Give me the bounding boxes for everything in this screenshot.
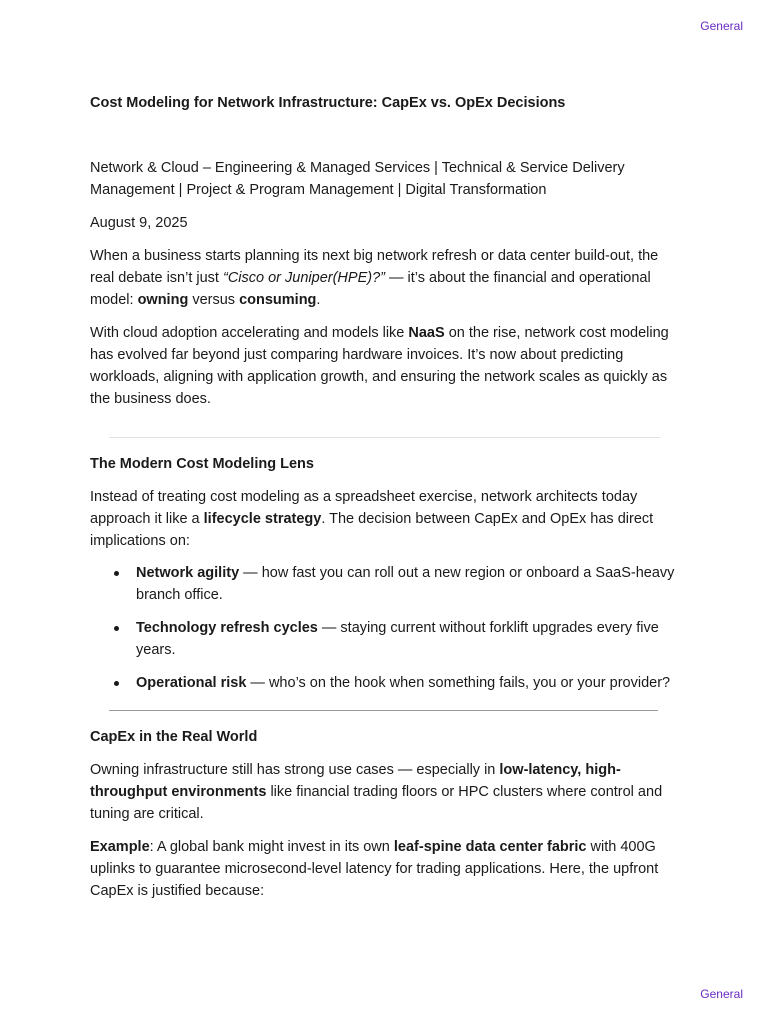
section2-paragraph-2: Example: A global bank might invest in its own leaf-spine data center fabric with 400G uplinks to guarantee microsecond-level latency for trading applications. Here, the upfront CapEx is justified because: <box>90 839 659 899</box>
list-item: Technology refresh cycles — staying current without forklift upgrades every five years. <box>136 617 680 661</box>
classification-label-top: General <box>700 19 743 33</box>
implications-list <box>90 562 680 694</box>
section-divider <box>109 437 660 438</box>
section-heading-modern-lens: The Modern Cost Modeling Lens <box>90 456 314 472</box>
section-heading-capex: CapEx in the Real World <box>90 729 258 745</box>
section2-paragraph-1: Owning infrastructure still has strong use cases — especially in low-latency, high-throughput environments like financial trading floors or HPC clusters where control and tuning are critical. <box>90 762 663 822</box>
article-title: Cost Modeling for Network Infrastructure: CapEx vs. OpEx Decisions <box>90 95 566 111</box>
section-divider <box>109 710 658 711</box>
intro-paragraph-2: With cloud adoption accelerating and models like NaaS on the rise, network cost modeling has evolved far beyond just comparing hardware invoices. It’s now about predicting workloads, aligning with application growth, and ensuring the network scales as quickly as the business does. <box>90 325 669 407</box>
list-item: Operational risk — who’s on the hook when something fails, you or your provider? <box>136 672 680 694</box>
article-date: August 9, 2025 <box>90 215 188 231</box>
intro-paragraph-1: When a business starts planning its next big network refresh or data center build-out, the real debate isn’t just “Cisco or Juniper(HPE)?” — it’s about the financial and operational model: owning versus consuming. <box>90 248 659 308</box>
section1-paragraph: Instead of treating cost modeling as a spreadsheet exercise, network architects today approach it like a lifecycle strategy. The decision between CapEx and OpEx has direct implications on: <box>90 489 654 549</box>
article-body <box>90 93 680 902</box>
article-subtitle: Network & Cloud – Engineering & Managed Services | Technical & Service Delivery Management | Project & Program Management | Digital Transformation <box>90 160 625 198</box>
list-item: Network agility — how fast you can roll out a new region or onboard a SaaS-heavy branch office. <box>136 562 680 606</box>
classification-label-bottom: General <box>700 987 743 1001</box>
